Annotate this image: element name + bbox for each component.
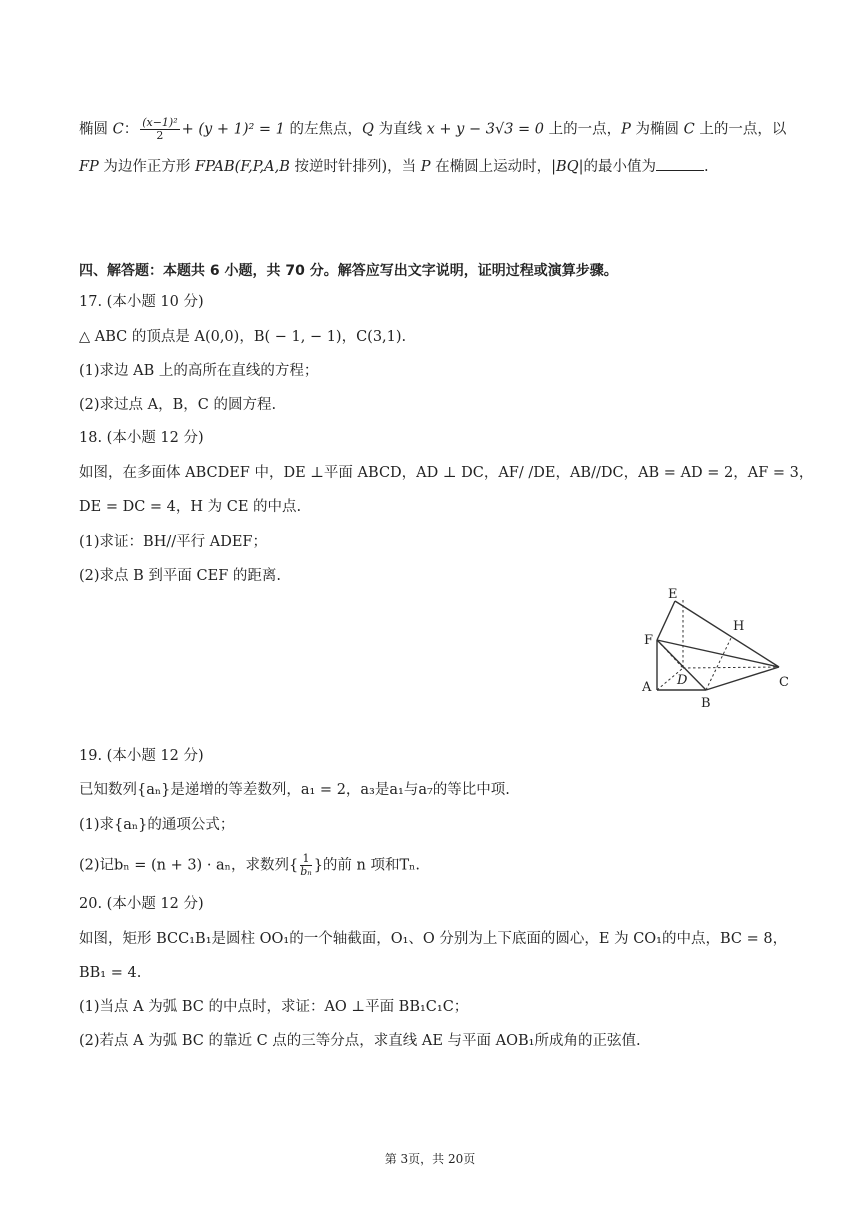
q17-heading: 17. (本小题 10 分) xyxy=(79,294,204,310)
label-f: F xyxy=(644,633,654,648)
q20-part-1: (1)当点 A 为弧 BC 的中点时，求证：AO ⊥平面 BB₁C₁C； xyxy=(79,999,469,1015)
page-footer: 第 3页，共 20页 xyxy=(384,1152,476,1166)
answer-blank xyxy=(656,157,704,171)
q19-part-1: (1)求{aₙ}的通项公式； xyxy=(79,817,235,833)
q20-part-2: (2)若点 A 为弧 BC 的靠近 C 点的三等分点，求直线 AE 与平面 AOB₁所成角的正弦值. xyxy=(79,1033,641,1049)
edge-bc xyxy=(706,667,779,690)
q18-heading: 18. (本小题 12 分) xyxy=(79,430,204,446)
label-b: B xyxy=(701,696,711,711)
fraction: $\frac{1}{\text{bₙ}}$ xyxy=(300,852,312,878)
label-e: E xyxy=(668,587,678,602)
q19-heading: 19. (本小题 12 分) xyxy=(79,748,204,764)
edge-ec xyxy=(675,601,779,667)
q17-stem: △ ABC 的顶点是 A(0,0)，B( − 1, − 1)，C(3,1). xyxy=(79,329,407,345)
label-d: D xyxy=(677,673,688,688)
fraction: $\frac{\text{(x−1)²}}{2}$ xyxy=(142,116,178,142)
q18-part-1: (1)求证：BH//平行 ADEF； xyxy=(79,534,267,550)
segment-bh xyxy=(706,636,732,690)
problem-16-line-1: 椭圆 C： $\frac{\text{(x−1)²}}{2}$ + (y + 1)² = 1 的左焦点，Q 为直线 x + y − 3√3 = 0 上的一点，P 为椭圆 C 上的一点，以 xyxy=(79,116,787,142)
edge-ef xyxy=(657,601,675,640)
problem-16-line-2: FP 为边作正方形 FPAB(F,P,A,B 按逆时针排列)，当 P 在椭圆上运动时，|BQ|的最小值为 . xyxy=(79,159,709,175)
label-h: H xyxy=(733,619,745,634)
section-heading: 四、解答题：本题共 6 小题，共 70 分。解答应写出文字说明，证明过程或演算步骤。 xyxy=(79,263,618,279)
q17-part-1: (1)求边 AB 上的高所在直线的方程； xyxy=(79,363,319,379)
label-a: A xyxy=(642,680,652,695)
q19-stem: 已知数列{aₙ}是递增的等差数列，a₁ = 2，a₃是a₁与a₇的等比中项. xyxy=(79,782,510,798)
edge-fc xyxy=(657,640,779,667)
label-c: C xyxy=(779,675,789,690)
edge-dc xyxy=(683,667,779,668)
q18-part-2: (2)求点 B 到平面 CEF 的距离. xyxy=(79,568,281,584)
q20-stem-line-1: 如图，矩形 BCC₁B₁是圆柱 OO₁的一个轴截面，O₁、O 分别为上下底面的圆心，E 为 CO₁的中点，BC = 8， xyxy=(79,931,788,947)
polyhedron-figure xyxy=(630,580,800,715)
q17-part-2: (2)求过点 A，B，C 的圆方程. xyxy=(79,397,277,413)
q18-stem-line-2: DE = DC = 4，H 为 CE 的中点. xyxy=(79,499,302,515)
q18-stem-line-1: 如图，在多面体 ABCDEF 中，DE ⊥平面 ABCD，AD ⊥ DC，AF/ /DE，AB//DC，AB = AD = 2，AF = 3， xyxy=(79,465,814,481)
q19-part-2: (2)记bₙ = (n + 3) · aₙ，求数列{ $\frac{1}{\text{bₙ}}$ }的前 n 项和Tₙ. xyxy=(79,852,421,878)
q20-stem-line-2: BB₁ = 4. xyxy=(79,965,142,981)
q20-heading: 20. (本小题 12 分) xyxy=(79,896,204,912)
